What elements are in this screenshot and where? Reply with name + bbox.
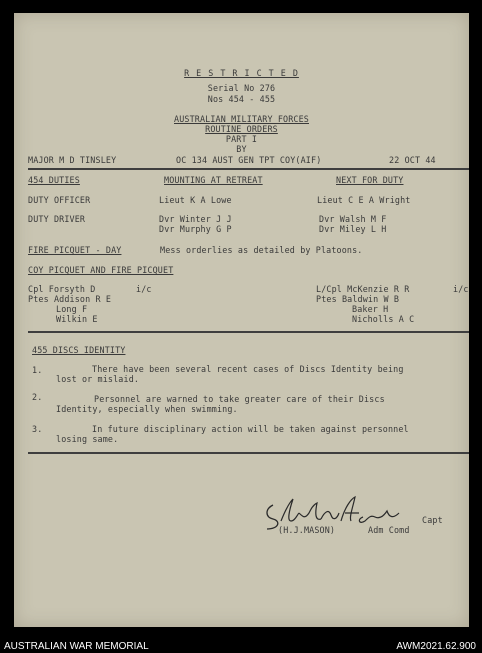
coy-picquet-label: COY PICQUET AND FIRE PICQUET bbox=[28, 265, 174, 275]
signature-rank: Capt bbox=[422, 515, 443, 525]
order-numbers: Nos 454 - 455 bbox=[207, 94, 276, 104]
serial-number: Serial No 276 bbox=[207, 83, 276, 93]
para-3-number: 3. bbox=[32, 424, 43, 434]
picquet-right-2: Ptes Baldwin W B bbox=[316, 294, 400, 304]
picquet-right-4: Nicholls A C bbox=[352, 314, 415, 324]
duty-driver-label: DUTY DRIVER bbox=[28, 214, 86, 224]
footer-institution: AUSTRALIAN WAR MEMORIAL bbox=[4, 641, 149, 652]
picquet-left-2: Ptes Addison R E bbox=[28, 294, 112, 304]
mounting-column-heading: MOUNTING AT RETREAT bbox=[164, 175, 263, 185]
divider-line bbox=[28, 168, 469, 170]
para-2-line-2: Identity, especially when swimming. bbox=[56, 404, 238, 414]
duty-officer-label: DUTY OFFICER bbox=[28, 195, 91, 205]
by-heading: BY bbox=[236, 144, 247, 154]
archive-footer bbox=[0, 634, 482, 653]
order-date: 22 OCT 44 bbox=[389, 155, 436, 165]
part-heading: PART I bbox=[225, 134, 258, 144]
fire-picquet-text: Mess orderlies as detailed by Platoons. bbox=[160, 245, 363, 255]
para-3-line-1: In future disciplinary action will be taken against personnel bbox=[92, 424, 409, 434]
picquet-right-1-suffix: i/c bbox=[453, 284, 469, 294]
duty-driver-mounting-2: Dvr Murphy G P bbox=[159, 224, 232, 234]
para-3-line-2: losing same. bbox=[56, 434, 119, 444]
para-2-number: 2. bbox=[32, 392, 43, 402]
restricted-heading: R E S T R I C T E D bbox=[184, 68, 299, 78]
para-1-number: 1. bbox=[32, 365, 43, 375]
next-column-heading: NEXT FOR DUTY bbox=[336, 175, 404, 185]
issuing-unit: OC 134 AUST GEN TPT COY(AIF) bbox=[176, 155, 322, 165]
footer-catalogue-number: AWM2021.62.900 bbox=[396, 641, 476, 652]
duty-driver-mounting-1: Dvr Winter J J bbox=[159, 214, 232, 224]
orders-heading: ROUTINE ORDERS bbox=[205, 124, 278, 134]
duties-column-heading: 454 DUTIES bbox=[28, 175, 80, 185]
organisation-heading: AUSTRALIAN MILITARY FORCES bbox=[174, 114, 309, 124]
para-2-line-1: Personnel are warned to take greater care of their Discs bbox=[94, 394, 385, 404]
signature-title: Adm Comd bbox=[368, 525, 410, 535]
document-page bbox=[14, 13, 469, 627]
para-1-line-1: There have been several recent cases of Discs Identity being bbox=[92, 364, 404, 374]
picquet-right-1: L/Cpl McKenzie R R bbox=[316, 284, 410, 294]
divider-line bbox=[28, 331, 469, 333]
picquet-right-3: Baker H bbox=[352, 304, 389, 314]
duty-officer-next: Lieut C E A Wright bbox=[317, 195, 411, 205]
picquet-left-1-suffix: i/c bbox=[136, 284, 152, 294]
para-1-line-2: lost or mislaid. bbox=[56, 374, 140, 384]
issuing-officer: MAJOR M D TINSLEY bbox=[28, 155, 117, 165]
picquet-left-3: Long F bbox=[56, 304, 88, 314]
duty-driver-next-1: Dvr Walsh M F bbox=[319, 214, 387, 224]
duty-officer-mounting: Lieut K A Lowe bbox=[159, 195, 232, 205]
fire-picquet-label: FIRE PICQUET - DAY bbox=[28, 245, 122, 255]
divider-line bbox=[28, 452, 469, 454]
duty-driver-next-2: Dvr Miley L H bbox=[319, 224, 387, 234]
picquet-left-1: Cpl Forsyth D bbox=[28, 284, 96, 294]
discs-heading: 455 DISCS IDENTITY bbox=[32, 345, 126, 355]
signature-name: (H.J.MASON) bbox=[278, 525, 336, 535]
picquet-left-4: Wilkin E bbox=[56, 314, 98, 324]
